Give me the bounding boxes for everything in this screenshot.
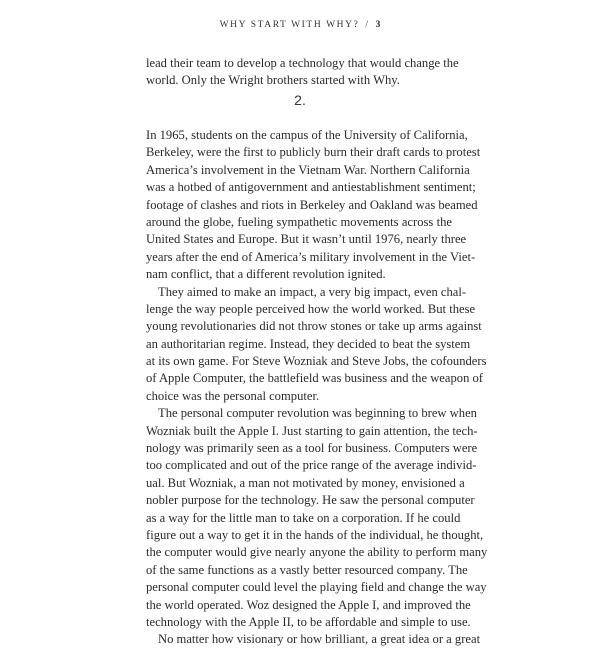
text-line: of Apple Computer, the battlefield was business and the weapon of	[146, 371, 483, 386]
text-line: They aimed to make an impact, a very big impact, even chal-	[158, 284, 467, 299]
text-line: at its own game. For Steve Wozniak and Steve Jobs, the cofounders	[146, 354, 487, 369]
text-line: United States and Europe. But it wasn’t until 1976, nearly three	[146, 232, 467, 247]
text-line: technology with the Apple II, to be affordable and simple to use.	[146, 614, 471, 629]
carryover-paragraph	[146, 55, 459, 90]
text-line: nology was primarily seen as a tool for business. Computers were	[146, 441, 478, 456]
text-line: an authoritarian regime. Instead, they decided to beat the system	[146, 336, 471, 351]
text-line: world. Only the Wright brothers started with Why.	[146, 73, 400, 88]
text-line: The personal computer revolution was beginning to brew when	[158, 406, 477, 421]
text-line: too complicated and out of the price range of the average individ-	[146, 458, 477, 473]
text-line: figure out a way to get it in the hands of the individual, he thought,	[146, 527, 484, 542]
text-line: footage of clashes and riots in Berkeley and Oakland was beamed	[146, 197, 478, 212]
text-line: Wozniak built the Apple I. Just starting to gain attention, the tech-	[146, 423, 478, 438]
section-body	[146, 127, 488, 649]
text-line: years after the end of America’s military involvement in the Viet-	[146, 249, 476, 264]
running-head	[0, 20, 600, 30]
text-line: personal computer could level the playing field and change the way	[146, 580, 487, 595]
text-line: lead their team to develop a technology that would change the	[146, 56, 459, 70]
text-line: lenge the way people perceived how the world worked. But these	[146, 301, 476, 316]
running-head-separator: /	[365, 20, 370, 30]
text-line: No matter how visionary or how brilliant, a great idea or a great	[158, 632, 481, 647]
text-line: the computer would give nearly anyone the ability to perform many	[146, 545, 488, 560]
text-line: young revolutionaries did not throw stones or take up arms against	[146, 319, 482, 334]
text-line: around the globe, fueling sympathetic movements across the	[146, 214, 452, 229]
text-line: ual. But Wozniak, a man not motivated by money, envisioned a	[146, 475, 465, 490]
text-line: as a way for the little man to take on a corporation. If he could	[146, 510, 461, 525]
page-number: 3	[375, 20, 381, 30]
text-line: nobler purpose for the technology. He saw the personal computer	[146, 493, 475, 508]
text-line: was a hotbed of antigovernment and antiestablishment sentiment;	[146, 180, 476, 195]
text-line: Berkeley, were the first to publicly burn their draft cards to protest	[146, 145, 481, 160]
text-line: choice was the personal computer.	[146, 388, 320, 403]
text-line: of the same functions as a vastly better resourced company. The	[146, 562, 468, 577]
running-head-title: WHY START WITH WHY?	[219, 20, 360, 30]
text-line: nam conflict, that a different revolution ignited.	[146, 267, 386, 282]
text-line: America’s involvement in the Vietnam War. Northern California	[146, 162, 470, 177]
text-line: In 1965, students on the campus of the University of California,	[146, 128, 468, 142]
section-number: 2.	[294, 92, 306, 108]
text-line: the world operated. Woz designed the Apple I, and improved the	[146, 597, 471, 612]
